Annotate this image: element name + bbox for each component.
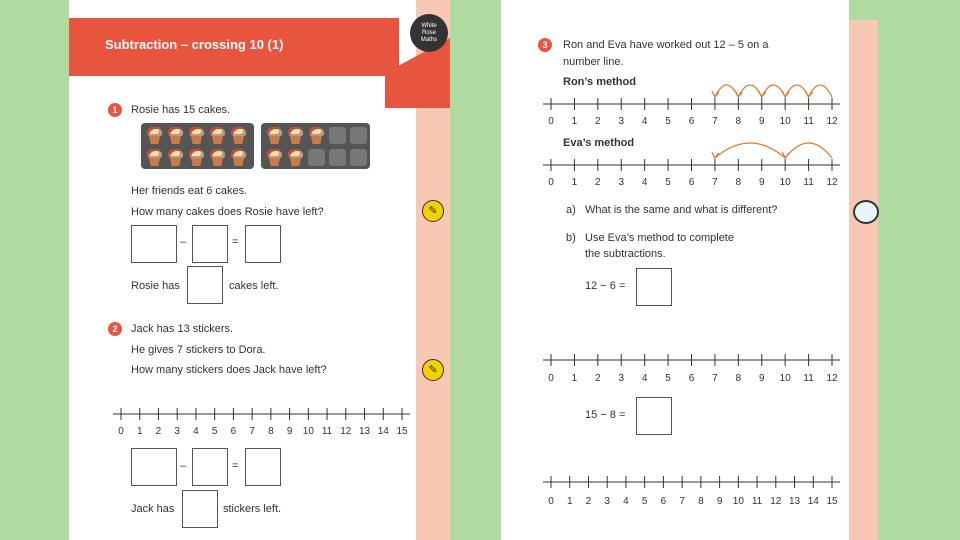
sub1-nl-label-2: 2	[595, 373, 601, 384]
q2-nl-label-1: 1	[136, 426, 143, 437]
sub2-nl-label-6: 6	[660, 496, 667, 507]
eva-nl-label-6: 6	[688, 177, 695, 188]
eva-nl-label-5: 5	[665, 177, 671, 188]
ron-nl-label-11: 11	[803, 116, 814, 127]
eva-nl-label-8: 8	[735, 177, 742, 188]
ron-jump-8	[715, 85, 738, 97]
q1-answer-suffix: cakes left.	[229, 280, 279, 292]
eva-nl-label-7: 7	[712, 177, 718, 188]
q1-line-1: Her friends eat 6 cakes.	[131, 185, 248, 197]
ron-jump-10	[762, 85, 785, 97]
sub2-nl-label-12: 12	[770, 496, 782, 507]
sub1-nl-label-4: 4	[641, 373, 648, 384]
page-title: Subtraction – crossing 10 (1)	[105, 37, 284, 52]
eva-method-label: Eva’s method	[563, 137, 635, 149]
q2-statement: Jack has 13 stickers.	[131, 323, 234, 335]
question-1-badge: 1	[108, 103, 122, 117]
eva-nl-label-12: 12	[826, 177, 838, 188]
ron-nl-label-12: 12	[826, 116, 838, 127]
ron-jump-11	[785, 85, 808, 97]
eva-nl-label-11: 11	[803, 177, 814, 188]
q2-nl-label-9: 9	[286, 426, 293, 437]
q2-nl-label-8: 8	[268, 426, 274, 437]
q1-statement: Rosie has 15 cakes.	[131, 104, 231, 116]
sub2-nl-label-2: 2	[585, 496, 592, 507]
sub1-nl-label-1: 1	[571, 373, 578, 384]
ron-nl-label-2: 2	[595, 116, 601, 127]
q2-nl-label-11: 11	[321, 426, 333, 437]
q3-sub2-answer-box[interactable]	[636, 397, 672, 435]
q2-answer-box-final[interactable]	[182, 490, 218, 528]
ron-nl-label-9: 9	[758, 116, 765, 127]
ron-jump-12	[809, 85, 832, 97]
eva-jump-to-10	[785, 143, 832, 158]
sub2-nl-label-3: 3	[604, 496, 610, 507]
q2-nl-label-7: 7	[249, 426, 255, 437]
q3-sub1-answer-box[interactable]	[636, 268, 672, 306]
q3-part-b-label: b)	[566, 232, 576, 244]
q3-part-a-label: a)	[566, 204, 576, 216]
sub2-nl-label-7: 7	[679, 496, 685, 507]
sub2-nl-label-1: 1	[566, 496, 573, 507]
sub1-nl-label-6: 6	[688, 373, 695, 384]
eva-jump-to-7-arrowhead	[712, 152, 719, 158]
logo-line-2: Rose	[421, 29, 436, 36]
ron-nl-label-10: 10	[779, 116, 791, 127]
q2-nl-label-4: 4	[193, 426, 199, 437]
eva-nl-label-10: 10	[779, 177, 791, 188]
q1-answer-prefix: Rosie has	[131, 280, 180, 292]
sub2-nl-label-9: 9	[716, 496, 723, 507]
q2-nl-label-10: 10	[302, 426, 314, 437]
question-3-badge: 3	[538, 38, 552, 52]
sub1-nl-label-3: 3	[618, 373, 625, 384]
q2-nl-label-15: 15	[396, 426, 408, 437]
q2-answer-prefix: Jack has	[131, 503, 175, 515]
q2-answer-box-2[interactable]	[192, 448, 228, 486]
q2-answer-box-1[interactable]	[131, 448, 177, 486]
ron-nl-label-8: 8	[735, 116, 742, 127]
q2-equals-sign: =	[232, 460, 239, 472]
q2-answer-box-3[interactable]	[245, 448, 281, 486]
pencil-icon: ✎	[422, 200, 444, 222]
eva-nl-label-1: 1	[571, 177, 578, 188]
sub2-nl-label-8: 8	[698, 496, 704, 507]
q2-nl-label-3: 3	[174, 426, 180, 437]
ron-nl-label-3: 3	[618, 116, 625, 127]
q2-nl-label-5: 5	[211, 426, 218, 437]
ron-nl-label-5: 5	[665, 116, 671, 127]
q3-subtraction-2: 15 − 8 =	[585, 409, 626, 421]
q2-answer-suffix: stickers left.	[223, 503, 282, 515]
q2-line-2: How many stickers does Jack have left?	[131, 364, 327, 376]
q1-equals-sign: =	[232, 236, 239, 248]
sub1-nl-label-5: 5	[665, 373, 671, 384]
logo-line-1: White	[421, 22, 437, 29]
sub2-nl-label-13: 13	[788, 496, 801, 507]
q3-part-b-line-1: Use Eva’s method to complete	[585, 232, 734, 244]
q3-part-b-line-2: the subtractions.	[585, 248, 666, 260]
sub2-nl-label-11: 11	[751, 496, 763, 507]
q2-minus-sign: –	[180, 460, 187, 472]
sub2-nl-label-0: 0	[548, 496, 554, 507]
ron-nl-label-6: 6	[688, 116, 695, 127]
sub1-nl-label-9: 9	[758, 373, 765, 384]
q2-line-1: He gives 7 stickers to Dora.	[131, 344, 266, 356]
sub2-nl-label-4: 4	[623, 496, 629, 507]
ron-nl-label-7: 7	[712, 116, 718, 127]
eva-nl-label-4: 4	[641, 177, 648, 188]
q3-part-a-text: What is the same and what is different?	[585, 204, 778, 216]
ron-method-label: Ron’s method	[563, 76, 636, 88]
eva-nl-label-2: 2	[595, 177, 601, 188]
sub2-nl-label-10: 10	[732, 496, 744, 507]
eva-nl-label-0: 0	[548, 177, 554, 188]
q2-nl-label-6: 6	[230, 426, 237, 437]
q3-statement-line-1: Ron and Eva have worked out 12 – 5 on a	[563, 39, 769, 51]
sub1-nl-label-7: 7	[712, 373, 718, 384]
q2-nl-label-14: 14	[377, 426, 389, 437]
sub1-nl-label-10: 10	[779, 373, 791, 384]
ron-nl-label-0: 0	[548, 116, 554, 127]
pencil-icon: ✎	[422, 359, 444, 381]
sub1-nl-label-0: 0	[548, 373, 554, 384]
q2-nl-label-12: 12	[340, 426, 352, 437]
ron-jump-9	[738, 85, 761, 97]
q3-statement-line-2: number line.	[563, 56, 624, 68]
sub1-nl-label-11: 11	[803, 373, 814, 384]
sub2-nl-label-14: 14	[807, 496, 819, 507]
eva-nl-label-9: 9	[758, 177, 765, 188]
ron-nl-label-1: 1	[571, 116, 578, 127]
q2-nl-label-2: 2	[155, 426, 162, 437]
q1-line-2: How many cakes does Rosie have left?	[131, 206, 324, 218]
q3-subtraction-1: 12 − 6 =	[585, 280, 626, 292]
q1-minus-sign: –	[180, 236, 187, 248]
sub2-nl-label-5: 5	[641, 496, 648, 507]
sub1-nl-label-8: 8	[735, 373, 742, 384]
sub1-nl-label-12: 12	[826, 373, 838, 384]
logo-line-3: Maths	[420, 36, 438, 43]
eva-nl-label-3: 3	[618, 177, 625, 188]
sub2-nl-label-15: 15	[826, 496, 838, 507]
discussion-icon	[853, 200, 879, 224]
q2-nl-label-13: 13	[358, 426, 371, 437]
eva-jump-to-7	[715, 143, 785, 158]
question-2-badge: 2	[108, 322, 122, 336]
ron-nl-label-4: 4	[641, 116, 648, 127]
q2-nl-label-0: 0	[118, 426, 124, 437]
